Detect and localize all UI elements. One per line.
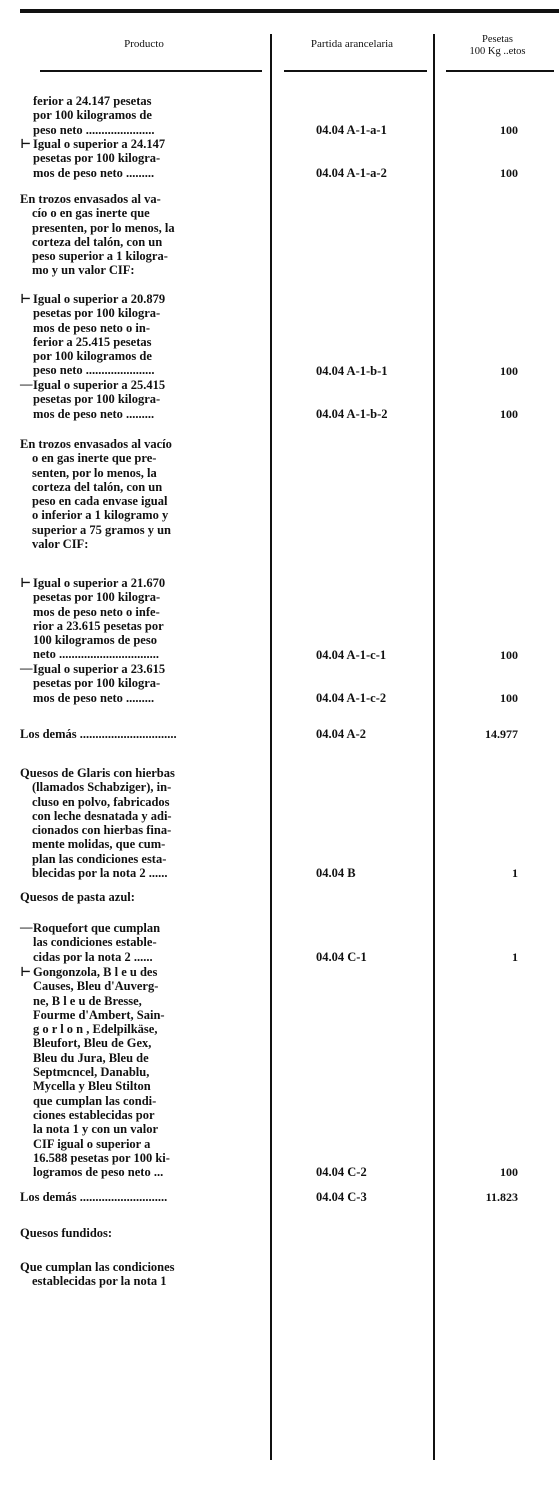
tariff-code: 04.04 A-1-a-1	[316, 122, 387, 137]
header-rule-3	[446, 70, 554, 72]
entry-line: logramos de peso neto ...	[33, 1165, 164, 1180]
entry-line: peso neto ......................	[33, 122, 155, 137]
entry-line: mente molidas, que cum-	[32, 837, 166, 852]
entry-text	[33, 292, 165, 378]
entry-line: pesetas por 100 kilogra-	[33, 676, 161, 691]
entry-line: Gongonzola, B l e u des	[33, 965, 158, 979]
entry-text	[20, 766, 175, 880]
entry-line: o en gas inerte que pre-	[32, 451, 157, 466]
entry-line: 16.588 pesetas por 100 ki-	[33, 1150, 170, 1165]
dash-marker: ⊢	[20, 137, 32, 151]
header-pesetas	[436, 34, 559, 58]
entry-line: plan las condiciones esta-	[32, 851, 167, 866]
entry-line: Bleu du Jura, Bleu de	[33, 1050, 149, 1065]
entry-line: la nota 1 y con un valor	[33, 1122, 159, 1137]
entry-line: Roquefort que cumplan	[33, 921, 161, 935]
entry-line: Septmcncel, Danablu,	[33, 1065, 150, 1080]
entry-line: por 100 kilogramos de	[33, 108, 152, 123]
header-rule-2	[284, 70, 427, 72]
entry-line: ne, B l e u de Bresse,	[33, 993, 142, 1008]
entry-line: Igual o superior a 24.147	[33, 137, 166, 151]
entry-line: ciones establecidas por	[33, 1107, 155, 1122]
entry-line: blecidas por la nota 2 ......	[32, 866, 168, 881]
entry-text	[33, 378, 165, 421]
pesetas-value: 100	[500, 1165, 518, 1180]
entry-text	[20, 727, 177, 741]
entry-line: Igual o superior a 23.615	[33, 662, 166, 676]
entry-text	[33, 921, 160, 964]
column-divider-2	[433, 34, 435, 1460]
entry-line: pesetas por 100 kilogra-	[33, 590, 161, 605]
entry-line: Los demás ...............................	[20, 727, 177, 741]
entry-text	[20, 890, 135, 904]
entry-text	[33, 662, 165, 705]
entry-line: mos de peso neto o infe-	[33, 604, 160, 619]
entry-text	[33, 576, 165, 662]
tariff-code: 04.04 C-3	[316, 1190, 367, 1204]
entry-line: ferior a 25.415 pesetas	[33, 334, 152, 349]
entry-line: cío o en gas inerte que	[32, 206, 150, 221]
pesetas-value: 100	[500, 690, 518, 705]
header-pesetas-line2: 100 Kg ..etos	[469, 46, 526, 57]
entry-line: Causes, Bleu d'Auverg-	[33, 979, 159, 994]
pesetas-value: 100	[500, 406, 518, 421]
entry-text	[20, 192, 175, 278]
tariff-code: 04.04 C-2	[316, 1165, 367, 1180]
tariff-code: 04.04 B	[316, 866, 356, 881]
entry-line: que cumplan las condi-	[33, 1093, 157, 1108]
entry-line: Igual o superior a 20.879	[33, 292, 166, 306]
tariff-code: 04.04 C-1	[316, 949, 367, 964]
entry-line: mos de peso neto .........	[33, 165, 155, 180]
tariff-code: 04.04 A-1-b-2	[316, 406, 388, 421]
header-rule-1	[40, 70, 262, 72]
entry-line: cionados con hierbas fina-	[32, 823, 172, 838]
entry-line: Mycella y Bleu Stilton	[33, 1079, 151, 1094]
header-partida: Partida arancelaria	[310, 38, 394, 50]
entry-line: Igual o superior a 21.670	[33, 576, 166, 590]
tariff-code: 04.04 A-2	[316, 727, 366, 741]
entry-line: superior a 75 gramos y un	[32, 522, 172, 537]
pesetas-value: 1	[512, 949, 518, 964]
entry-line: Quesos de pasta azul:	[20, 890, 135, 904]
entry-line: Bleufort, Bleu de Gex,	[33, 1036, 152, 1051]
entry-line: Quesos fundidos:	[20, 1226, 113, 1240]
dash-marker: ⊢	[20, 292, 32, 306]
entry-line: peso neto ......................	[33, 363, 155, 378]
pesetas-value: 14.977	[485, 727, 518, 741]
entry-line: pesetas por 100 kilogra-	[33, 151, 161, 166]
entry-text	[20, 1260, 175, 1289]
entry-line: peso superior a 1 kilogra-	[32, 249, 168, 264]
dash-marker: —	[20, 377, 33, 391]
entry-text	[20, 1190, 167, 1204]
entry-line: por 100 kilogramos de	[33, 349, 152, 364]
entry-text	[33, 94, 155, 137]
tariff-code: 04.04 A-1-c-1	[316, 647, 387, 662]
entry-line: (llamados Schabziger), in-	[32, 780, 172, 795]
entry-line: cluso en polvo, fabricados	[32, 794, 170, 809]
header-pesetas-line1: Pesetas	[482, 34, 513, 45]
entry-line: mos de peso neto .........	[33, 690, 155, 705]
entry-line: En trozos envasados al vacío	[20, 437, 172, 451]
dash-marker: ⊢	[20, 965, 32, 979]
pesetas-value: 100	[500, 122, 518, 137]
entry-line: o inferior a 1 kilogramo y	[32, 508, 169, 523]
entry-line: Los demás ............................	[20, 1190, 168, 1204]
tariff-code: 04.04 A-1-a-2	[316, 165, 387, 180]
entry-line: Que cumplan las condiciones	[20, 1260, 175, 1274]
entry-line: senten, por lo menos, la	[32, 465, 157, 480]
entry-line: establecidas por la nota 1	[32, 1274, 167, 1289]
entry-line: En trozos envasados al va-	[20, 192, 161, 206]
entry-line: peso en cada envase igual	[32, 494, 168, 509]
entry-line: Igual o superior a 25.415	[33, 378, 166, 392]
dash-marker: ⊢	[20, 576, 32, 590]
top-rule	[20, 9, 559, 13]
entry-line: presenten, por lo menos, la	[32, 220, 175, 235]
pesetas-value: 100	[500, 165, 518, 180]
entry-line: cidas por la nota 2 ......	[33, 949, 153, 964]
entry-line: 100 kilogramos de peso	[33, 633, 157, 648]
dash-marker: —	[20, 920, 33, 934]
entry-line: ferior a 24.147 pesetas	[33, 94, 152, 108]
header-producto: Producto	[124, 38, 164, 50]
column-divider-1	[270, 34, 272, 1460]
tariff-code: 04.04 A-1-c-2	[316, 690, 387, 705]
entry-line: mo y un valor CIF:	[32, 263, 135, 278]
entry-line: valor CIF:	[32, 537, 89, 552]
pesetas-value: 100	[500, 647, 518, 662]
entry-line: corteza del talón, con un	[32, 234, 163, 249]
entry-line: mos de peso neto .........	[33, 406, 155, 421]
entry-line: g o r l o n , Edelpilkäse,	[33, 1022, 158, 1037]
tariff-code: 04.04 A-1-b-1	[316, 363, 388, 378]
entry-line: mos de peso neto o in-	[33, 320, 151, 335]
entry-line: pesetas por 100 kilogra-	[33, 306, 161, 321]
entry-line: Fourme d'Ambert, Sain-	[33, 1007, 165, 1022]
entry-line: rior a 23.615 pesetas por	[33, 618, 164, 633]
entry-line: CIF igual o superior a	[33, 1136, 151, 1151]
entry-text	[20, 437, 172, 551]
entry-line: corteza del talón, con un	[32, 479, 163, 494]
entry-line: pesetas por 100 kilogra-	[33, 392, 161, 407]
pesetas-value: 100	[500, 363, 518, 378]
pesetas-value: 1	[512, 866, 518, 881]
entry-line: las condiciones estable-	[33, 935, 157, 950]
pesetas-value: 11.823	[485, 1190, 518, 1204]
entry-line: con leche desnatada y adi-	[32, 808, 172, 823]
entry-text	[20, 1226, 112, 1240]
entry-text	[33, 137, 165, 180]
entry-text	[33, 965, 170, 1179]
entry-line: neto ................................	[33, 647, 160, 662]
entry-line: Quesos de Glaris con hierbas	[20, 766, 175, 780]
dash-marker: —	[20, 661, 33, 675]
